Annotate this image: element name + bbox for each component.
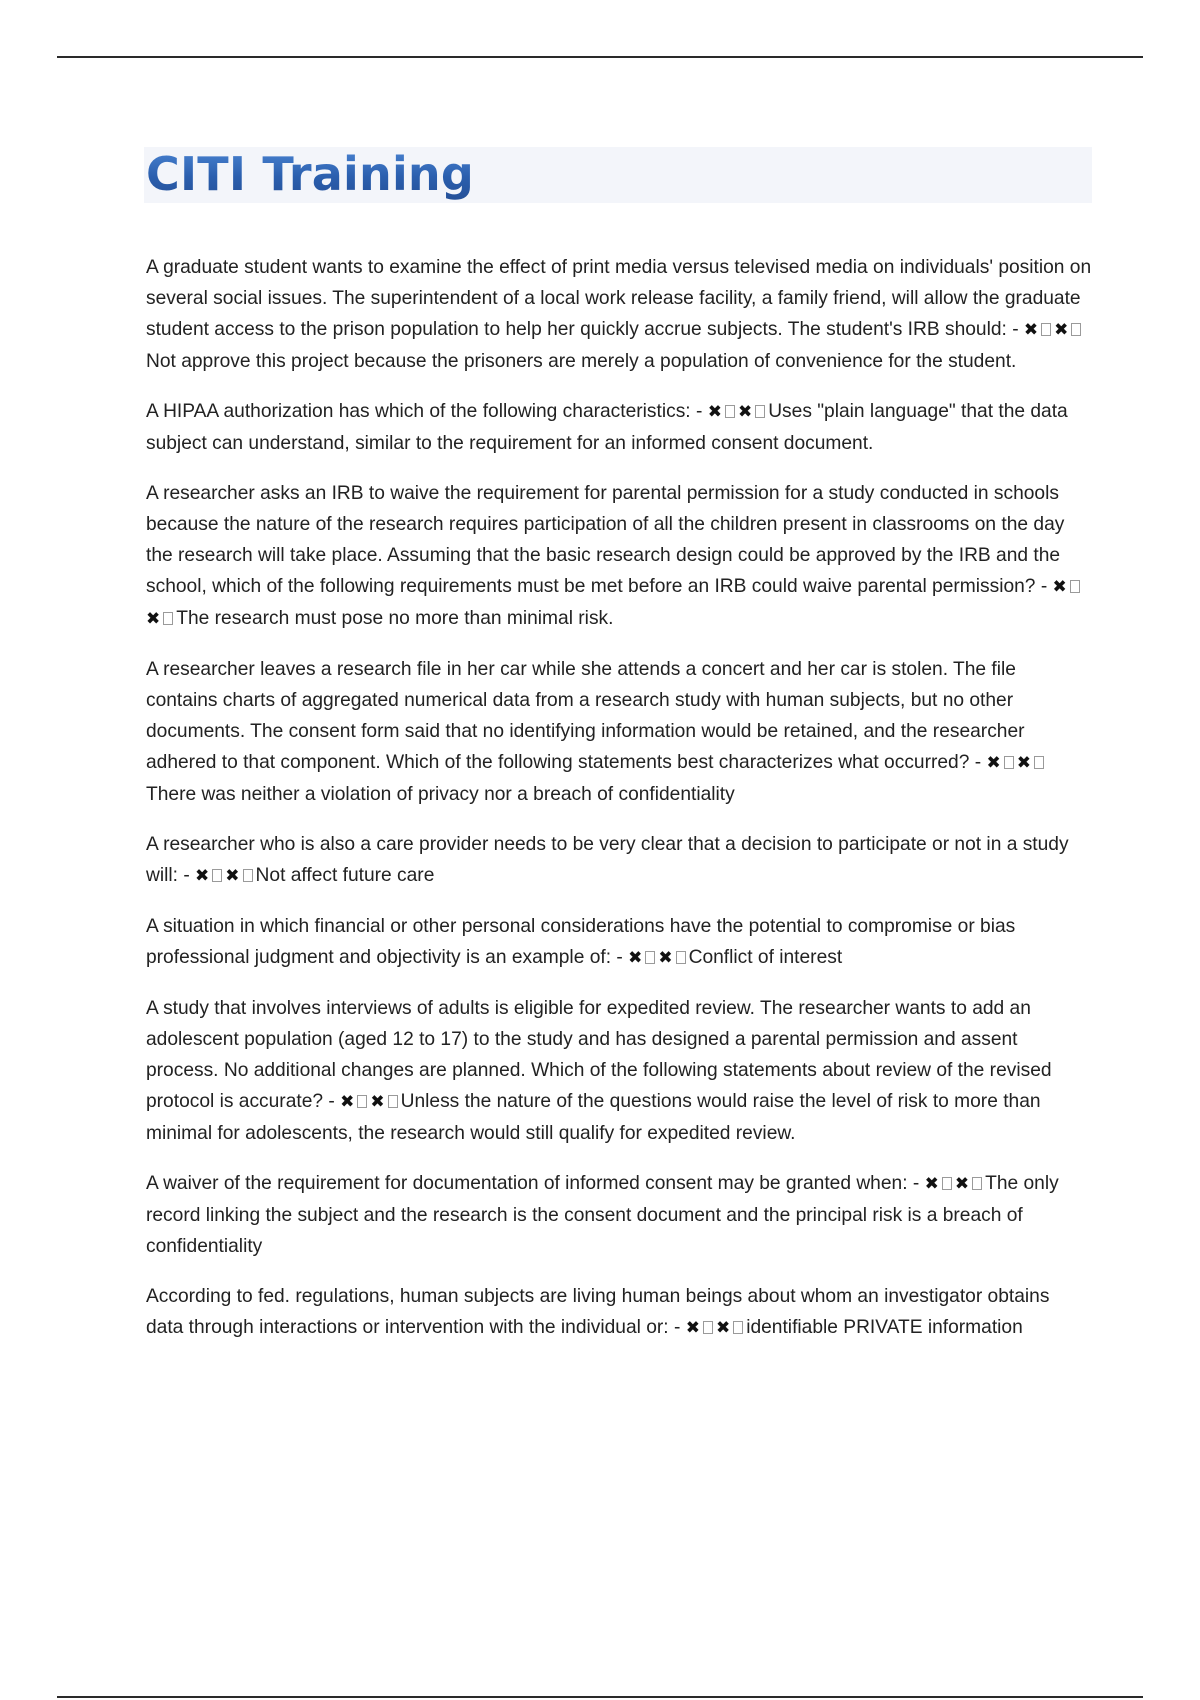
cross-mark-icon: ✖	[737, 402, 753, 422]
question-text: A graduate student wants to examine the effect of print media versus televised media on individuals' position on several social issues. The superintendent of a local work release facility, a family friend, will allow the graduate student access to the prison population to help her quickly accrue subjects. The student's IRB should:	[146, 257, 1092, 340]
empty-box-icon	[1004, 756, 1014, 769]
cross-mark-icon: ✖	[924, 1174, 939, 1194]
footer-rule	[57, 1696, 1143, 1698]
separator: -	[1035, 576, 1053, 597]
answer-text: Unless the nature of the questions would raise the level of risk to more than minimal for adolescents, the research would still qualify for expedited review.	[146, 1091, 1041, 1144]
cross-mark-icon: ✖	[986, 753, 1001, 773]
separator: -	[690, 401, 708, 422]
question-text: A study that involves interviews of adults is eligible for expedited review. The researcher wants to add an adolescent population (aged 12 to 17) to the study and has designed a parental permission and assent process. No additional changes are planned. Which of the following statements about review of the revised protocol is accurate?	[146, 998, 1052, 1112]
empty-box-icon	[755, 405, 765, 418]
question-text: A researcher asks an IRB to waive the requirement for parental permission for a study conducted in schools because the nature of the research requires participation of all the children present in classrooms on the day the research will take place. Assuming that the basic research design could be approved by the IRB and the school, which of the following requirements must be met before an IRB could waive parental permission?	[146, 483, 1065, 597]
empty-box-icon	[388, 1095, 398, 1108]
qa-item-3	[146, 478, 1092, 635]
qa-item-6	[146, 911, 1092, 974]
question-text: A researcher leaves a research file in her car while she attends a concert and her car is stolen. The file contains charts of aggregated numerical data from a research study with human subjects, but no other documents. The consent form said that no identifying information would be retained, and the researcher adhered to that component. Which of the following statements best characterizes what occurred?	[146, 659, 1025, 773]
document-body	[146, 252, 1092, 1363]
separator: -	[907, 1173, 925, 1194]
cross-mark-icon: ✖	[685, 1318, 700, 1338]
qa-item-9	[146, 1281, 1092, 1344]
qa-item-2	[146, 396, 1092, 459]
question-text: A researcher who is also a care provider needs to be very clear that a decision to participate or not in a study will:	[146, 834, 1069, 886]
empty-box-icon	[1071, 323, 1081, 336]
question-text: According to fed. regulations, human subjects are living human beings about whom an investigator obtains data through interactions or intervention with the individual or:	[146, 1286, 1050, 1338]
cross-mark-icon: ✖	[715, 1318, 731, 1338]
answer-text: The research must pose no more than minimal risk.	[176, 608, 614, 629]
cross-mark-icon: ✖	[1016, 753, 1031, 773]
empty-box-icon	[1070, 580, 1080, 593]
document-title: CITI Training	[146, 147, 474, 201]
qa-item-4	[146, 654, 1092, 810]
empty-box-icon	[645, 951, 655, 964]
empty-box-icon	[725, 405, 735, 418]
cross-mark-icon: ✖	[370, 1092, 385, 1112]
separator: -	[1006, 319, 1024, 340]
answer-text: There was neither a violation of privacy nor a breach of confidentiality	[146, 784, 735, 805]
separator: -	[668, 1317, 686, 1338]
answer-text: identifiable PRIVATE information	[746, 1317, 1023, 1338]
separator: -	[323, 1091, 341, 1112]
separator: -	[177, 865, 196, 886]
empty-box-icon	[243, 869, 253, 882]
cross-mark-icon: ✖	[146, 609, 161, 629]
question-text: A situation in which financial or other personal considerations have the potential to compromise or bias professional judgment and objectivity is an example of:	[146, 916, 1016, 968]
cross-mark-icon: ✖	[195, 866, 210, 886]
empty-box-icon	[676, 951, 686, 964]
answer-text: The only record linking the subject and the research is the consent document and the principal risk is a breach of confidentiality	[146, 1173, 1059, 1257]
header-rule	[57, 56, 1143, 58]
empty-box-icon	[972, 1177, 982, 1190]
empty-box-icon	[733, 1321, 743, 1334]
cross-mark-icon: ✖	[1023, 320, 1039, 340]
cross-mark-icon: ✖	[954, 1174, 970, 1194]
empty-box-icon	[1034, 756, 1044, 769]
cross-mark-icon: ✖	[658, 948, 673, 968]
answer-text: Uses "plain language" that the data subject can understand, similar to the requirement for an informed consent document.	[146, 401, 1068, 454]
cross-mark-icon: ✖	[1052, 577, 1067, 597]
cross-mark-icon: ✖	[340, 1092, 355, 1112]
empty-box-icon	[703, 1321, 713, 1334]
cross-mark-icon: ✖	[707, 402, 722, 422]
cross-mark-icon: ✖	[1054, 320, 1069, 340]
separator: -	[611, 947, 629, 968]
question-text: A HIPAA authorization has which of the following characteristics:	[146, 401, 691, 422]
answer-text: Not approve this project because the prisoners are merely a population of convenience for the student.	[146, 351, 1017, 372]
qa-item-1	[146, 252, 1092, 377]
qa-item-8	[146, 1168, 1092, 1262]
answer-text: Not affect future care	[255, 865, 435, 886]
empty-box-icon	[163, 612, 173, 625]
separator: -	[969, 752, 987, 773]
empty-box-icon	[357, 1095, 367, 1108]
question-text: A waiver of the requirement for documentation of informed consent may be granted when:	[146, 1173, 908, 1194]
empty-box-icon	[942, 1177, 952, 1190]
empty-box-icon	[1041, 323, 1051, 336]
empty-box-icon	[212, 869, 222, 882]
qa-item-5	[146, 829, 1092, 892]
cross-mark-icon: ✖	[225, 866, 240, 886]
answer-text: Conflict of interest	[688, 947, 843, 968]
cross-mark-icon: ✖	[628, 948, 643, 968]
qa-item-7	[146, 993, 1092, 1149]
